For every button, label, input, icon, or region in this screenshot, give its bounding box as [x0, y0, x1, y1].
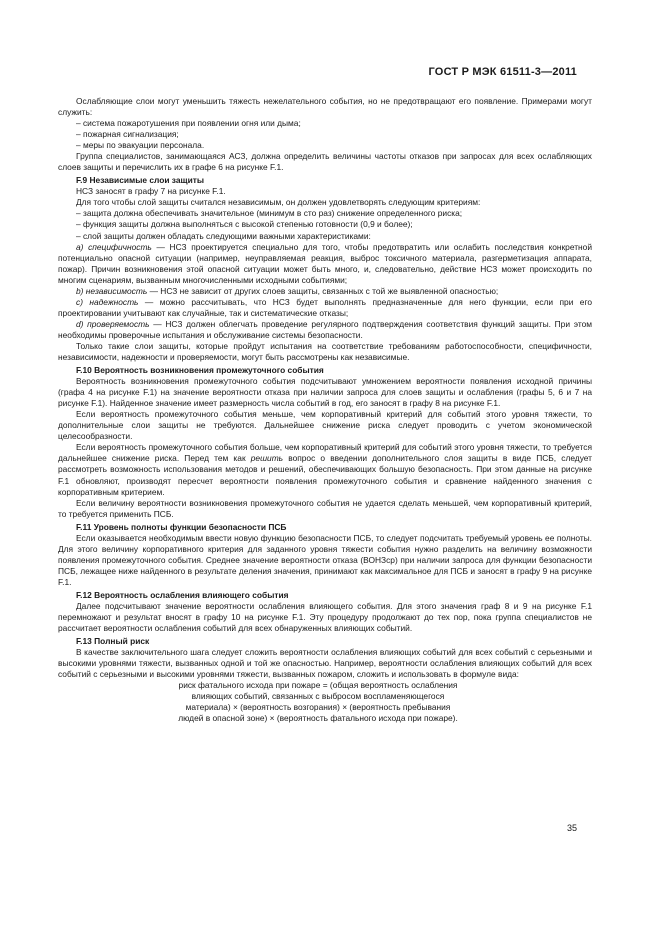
criterion-term: c) надежность	[76, 296, 139, 307]
paragraph: В качестве заключительного шага следует сложить вероятности ослабления влияющих событий для всех событий с серьезными и высокими уровнями тяжести, вызванных одной и той же опасностью. Например, вероятности ослабления влияющих событий для всех событий с серьезными и высокими уровнями тяжести, вызванных пожаром, сложить и использовать в формуле вида:	[58, 647, 592, 680]
text-run: вопрос о введении дополнительного слоя защиты в виде ПСБ, следует рассмотреть возможность использования методов и решений, обеспечивающих большую безопасность. При этом данные на рисунке F.1 обновляют, производят пересчет вероятности появления промежуточного события и сравнение найденного значения с корпоративным критерием.	[58, 453, 593, 497]
criterion-term: d) проверяемость	[76, 318, 150, 329]
criterion-a	[58, 242, 592, 286]
formula-line: риск фатального исхода при пожаре = (общая вероятность ослабления	[178, 680, 458, 691]
paragraph: Только такие слои защиты, которые пройдут испытания на соответствие требованиям работоспособности, специфичности, независимости, надежности и проверяемости, могут быть рассмотрены как независимые.	[58, 340, 592, 363]
list-item: – пожарная сигнализация;	[76, 129, 179, 140]
paragraph: Если оказывается необходимым ввести новую функцию безопасности ПСБ, то следует подсчитать требуемый уровень ее полноты. Для этого величину корпоративного критерия для заданного уровня тяжести события нужно разделить на величину возможности появления промежуточного события. Среднее значение вероятности отказа (ВОНЗср) при наличии запроса для функции безопасности ПСБ, лежащее ниже найденного в результате деления значения, принимают как максимальное для ПСБ и заносят в графу 9 на рисунке F.1.	[58, 532, 592, 587]
section-heading-f11: F.11 Уровень полноты функции безопасности ПСБ	[76, 521, 287, 532]
risk-formula	[148, 680, 488, 724]
formula-line: влияющих событий, связанных с выбросом воспламеняющегося	[191, 691, 445, 702]
section-heading-f13: F.13 Полный риск	[76, 636, 150, 647]
emphasis: решить	[250, 453, 284, 464]
formula-line: людей в опасной зоне) × (вероятность фатального исхода при пожаре).	[178, 713, 458, 724]
paragraph: Вероятность возникновения промежуточного события подсчитывают умножением вероятности появления исходной причины (графа 4 на рисунке F.1) на значение вероятности отказа при наличии запроса для слоев защиты и ослабления (графы 5, 6 и 7 на рисунке F.1). Найденное значение имеет размерность числа событий в год, его заносят в графу 8 на рисунке F.1.	[58, 376, 592, 409]
paragraph: Далее подсчитывают значение вероятности ослабления влияющего события. Для этого значения граф 8 и 9 на рисунке F.1 перемножают и результат вносят в графу 10 на рисунке F.1. Эту процедуру продолжают до тех пор, пока группа специалистов не рассчитает вероятности ослабления событий для всех обнаруженных влияющих событий.	[58, 600, 592, 634]
section-heading-f9: F.9 Независимые слои защиты	[76, 175, 204, 186]
paragraph: Группа специалистов, занимающаяся АСЗ, должна определить величины частоты отказов при запросах для всех ослабляющих слоев защиты и перечислить их в графе 6 на рисунке F.1.	[58, 151, 592, 173]
text-run: Если вероятность промежуточного события больше, чем корпоративный критерий для событий этого уровня тяжести, то требуется дальнейшее снижение риска. Перед тем как	[58, 442, 592, 464]
list-item: – функция защиты должна выполняться с высокой степенью готовности (0,9 и более);	[76, 219, 413, 230]
list-item: – меры по эвакуации персонала.	[76, 140, 205, 151]
criterion-c	[58, 297, 592, 319]
paragraph: Если величину вероятности возникновения промежуточного события не удается сделать меньшей, чем корпоративный критерий, то требуется применить ПСБ.	[58, 497, 592, 519]
criterion-text: — НСЗ проектируется специально для того, чтобы предотвратить или ослабить последствия конкретной потенциально опасной ситуации (например, неуправляемая реакция, выброс токсичного материала, разгерметизация аппарата, пожар). Причин возникновения этой опасной ситуации может быть много, и, следовательно, действие НСЗ может происходить по многим сценариям, вызванным многочисленными исходными событиями;	[58, 241, 592, 285]
list-item: – слой защиты должен обладать следующими важными характеристиками:	[76, 230, 371, 241]
criterion-term: а) специфичность	[76, 241, 152, 252]
section-heading-f12: F.12 Вероятность ослабления влияющего события	[76, 589, 289, 600]
paragraph: Для того чтобы слой защиты считался независимым, он должен удовлетворять следующим критериям:	[76, 197, 481, 208]
paragraph: НСЗ заносят в графу 7 на рисунке F.1.	[76, 186, 226, 197]
document-id-header: ГОСТ Р МЭК 61511-3—2011	[428, 66, 577, 78]
criterion-b	[58, 286, 592, 297]
criterion-text: — НСЗ должен облегчать проведение регулярного подтверждения соответствия функций защиты. При этом необходимы проверочные испытания и обслуживание системы безопасности.	[58, 318, 592, 340]
list-item: – система пожаротушения при появлении огня или дыма;	[76, 118, 301, 129]
paragraph: Если вероятность промежуточного события меньше, чем корпоративный критерий для событий этого уровня тяжести, то дополнительные слои защиты не требуются. Дальнейшее снижение риска следует проводить с учетом экономической целесообразности.	[58, 409, 592, 442]
section-heading-f10: F.10 Вероятность возникновения промежуточного события	[76, 365, 324, 376]
criterion-term: b) независимость	[76, 285, 148, 296]
paragraph	[58, 442, 592, 497]
list-item: – защита должна обеспечивать значительное (минимум в сто раз) снижение определенного риска;	[76, 208, 463, 219]
criterion-text: — можно рассчитывать, что НСЗ будет выполнять предназначенные для него функции, если при его проектировании учитывают как случайные, так и систематические отказы;	[58, 296, 592, 318]
criterion-text: — НСЗ не зависит от других слоев защиты, связанных с той же выявленной опасностью;	[147, 285, 499, 296]
page-content	[58, 96, 592, 724]
page-number: 35	[566, 823, 577, 833]
paragraph: Ослабляющие слои могут уменьшить тяжесть нежелательного события, но не предотвращают его появление. Примерами могут служить:	[58, 96, 592, 118]
formula-line: материала) × (вероятность возгорания) × (вероятность пребывания	[185, 702, 451, 713]
criterion-d	[58, 319, 592, 341]
